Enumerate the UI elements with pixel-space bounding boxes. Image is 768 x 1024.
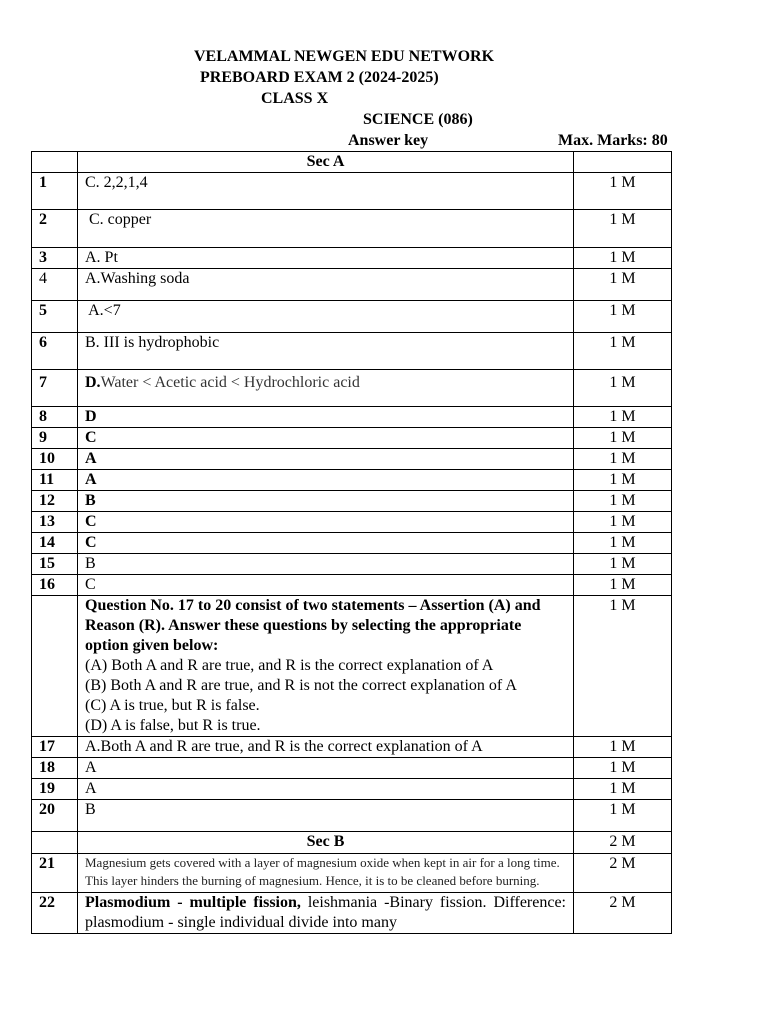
assertion-option: (B) Both A and R are true, and R is not the correct explanation of A xyxy=(85,677,517,694)
section-b-heading: Sec B xyxy=(78,832,574,854)
question-number: 3 xyxy=(32,248,78,269)
table-row xyxy=(32,893,672,934)
question-number: 10 xyxy=(32,449,78,470)
question-number: 13 xyxy=(32,512,78,533)
answer-detail: leishmania -Binary fission. Difference: plasmodium - single individual divide into many xyxy=(85,894,566,931)
question-number: 9 xyxy=(32,428,78,449)
table-row xyxy=(32,269,672,301)
table-row xyxy=(32,575,672,596)
answer-text xyxy=(78,370,574,407)
answer-text: A.Washing soda xyxy=(78,269,574,301)
answer-text: A. Pt xyxy=(78,248,574,269)
marks: 1 M xyxy=(574,758,672,779)
marks: 1 M xyxy=(574,449,672,470)
question-number: 4 xyxy=(32,269,78,301)
marks: 1 M xyxy=(574,269,672,301)
table-row xyxy=(32,512,672,533)
marks: 1 M xyxy=(574,596,672,737)
assertion-instructions xyxy=(78,596,574,737)
assertion-reason-row xyxy=(32,596,672,737)
answer-text: C xyxy=(78,533,574,554)
marks: 1 M xyxy=(574,533,672,554)
table-row xyxy=(32,470,672,491)
question-number: 7 xyxy=(32,370,78,407)
answer-text: B. III is hydrophobic xyxy=(78,333,574,370)
table-row xyxy=(32,854,672,893)
question-number: 17 xyxy=(32,737,78,758)
marks: 1 M xyxy=(574,737,672,758)
marks: 1 M xyxy=(574,470,672,491)
answer-text: A.Both A and R are true, and R is the correct explanation of A xyxy=(78,737,574,758)
assertion-intro: Question No. 17 to 20 consist of two statements – Assertion (A) and Reason (R). Answer these questions by selecting the appropriate option given below: xyxy=(85,597,541,654)
answer-key-title: Answer key xyxy=(348,132,429,149)
marks: 1 M xyxy=(574,333,672,370)
answer-text: A xyxy=(78,758,574,779)
table-row xyxy=(32,758,672,779)
marks: 1 M xyxy=(574,370,672,407)
table-row xyxy=(32,737,672,758)
marks: 1 M xyxy=(574,779,672,800)
question-number: 21 xyxy=(32,854,78,893)
answer-key-table xyxy=(31,151,672,934)
table-row xyxy=(32,407,672,428)
answer-emphasis: Plasmodium - multiple fission, xyxy=(85,894,301,911)
marks: 1 M xyxy=(574,575,672,596)
table-row xyxy=(32,370,672,407)
answer-text: C. copper xyxy=(78,210,574,248)
answer-text: A.<7 xyxy=(78,301,574,333)
answer-text: A xyxy=(78,779,574,800)
table-row xyxy=(32,152,672,173)
answer-option: D. xyxy=(85,374,101,391)
question-number: 1 xyxy=(32,173,78,210)
answer-text: A xyxy=(78,470,574,491)
subject-title: SCIENCE (086) xyxy=(363,111,473,128)
section-a-heading: Sec A xyxy=(78,152,574,173)
class-title: CLASS X xyxy=(261,90,329,107)
question-number: 5 xyxy=(32,301,78,333)
marks: 2 M xyxy=(574,893,672,934)
question-number: 12 xyxy=(32,491,78,512)
table-row xyxy=(32,491,672,512)
answer-text: Magnesium gets covered with a layer of magnesium oxide when kept in air for a long time. This layer hinders the burning of magnesium. Hence, it is to be cleaned before burning. xyxy=(78,854,574,893)
marks: 1 M xyxy=(574,428,672,449)
assertion-option: (C) A is true, but R is false. xyxy=(85,697,260,714)
marks: 1 M xyxy=(574,554,672,575)
assertion-option: (A) Both A and R are true, and R is the correct explanation of A xyxy=(85,657,494,674)
marks: 1 M xyxy=(574,491,672,512)
question-number: 15 xyxy=(32,554,78,575)
marks: 1 M xyxy=(574,301,672,333)
question-number: 22 xyxy=(32,893,78,934)
question-number: 2 xyxy=(32,210,78,248)
answer-text xyxy=(78,893,574,934)
answer-text: C xyxy=(78,512,574,533)
table-row xyxy=(32,333,672,370)
table-row xyxy=(32,533,672,554)
answer-text: A xyxy=(78,449,574,470)
marks: 1 M xyxy=(574,800,672,832)
org-title: VELAMMAL NEWGEN EDU NETWORK xyxy=(194,48,495,65)
assertion-option: (D) A is false, but R is true. xyxy=(85,717,261,734)
table-row xyxy=(32,248,672,269)
answer-text: B xyxy=(78,800,574,832)
exam-title: PREBOARD EXAM 2 (2024-2025) xyxy=(200,69,439,86)
table-row xyxy=(32,800,672,832)
question-number: 19 xyxy=(32,779,78,800)
table-row xyxy=(32,428,672,449)
max-marks: Max. Marks: 80 xyxy=(558,132,668,149)
marks: 1 M xyxy=(574,173,672,210)
marks: 2 M xyxy=(574,854,672,893)
marks: 2 M xyxy=(574,832,672,854)
question-number: 11 xyxy=(32,470,78,491)
question-number: 16 xyxy=(32,575,78,596)
table-row xyxy=(32,554,672,575)
table-row xyxy=(32,173,672,210)
answer-text: B xyxy=(78,491,574,512)
marks: 1 M xyxy=(574,210,672,248)
question-number: 18 xyxy=(32,758,78,779)
answer-text: B xyxy=(78,554,574,575)
question-number: 14 xyxy=(32,533,78,554)
question-number: 6 xyxy=(32,333,78,370)
marks: 1 M xyxy=(574,407,672,428)
answer-text: C xyxy=(78,575,574,596)
answer-detail: Water < Acetic acid < Hydrochloric acid xyxy=(100,374,360,391)
table-row xyxy=(32,449,672,470)
question-number: 20 xyxy=(32,800,78,832)
marks: 1 M xyxy=(574,512,672,533)
table-row xyxy=(32,779,672,800)
answer-text: C. 2,2,1,4 xyxy=(78,173,574,210)
table-row xyxy=(32,832,672,854)
table-row xyxy=(32,301,672,333)
table-row xyxy=(32,210,672,248)
answer-text: C xyxy=(78,428,574,449)
question-number: 8 xyxy=(32,407,78,428)
marks: 1 M xyxy=(574,248,672,269)
answer-text: D xyxy=(78,407,574,428)
